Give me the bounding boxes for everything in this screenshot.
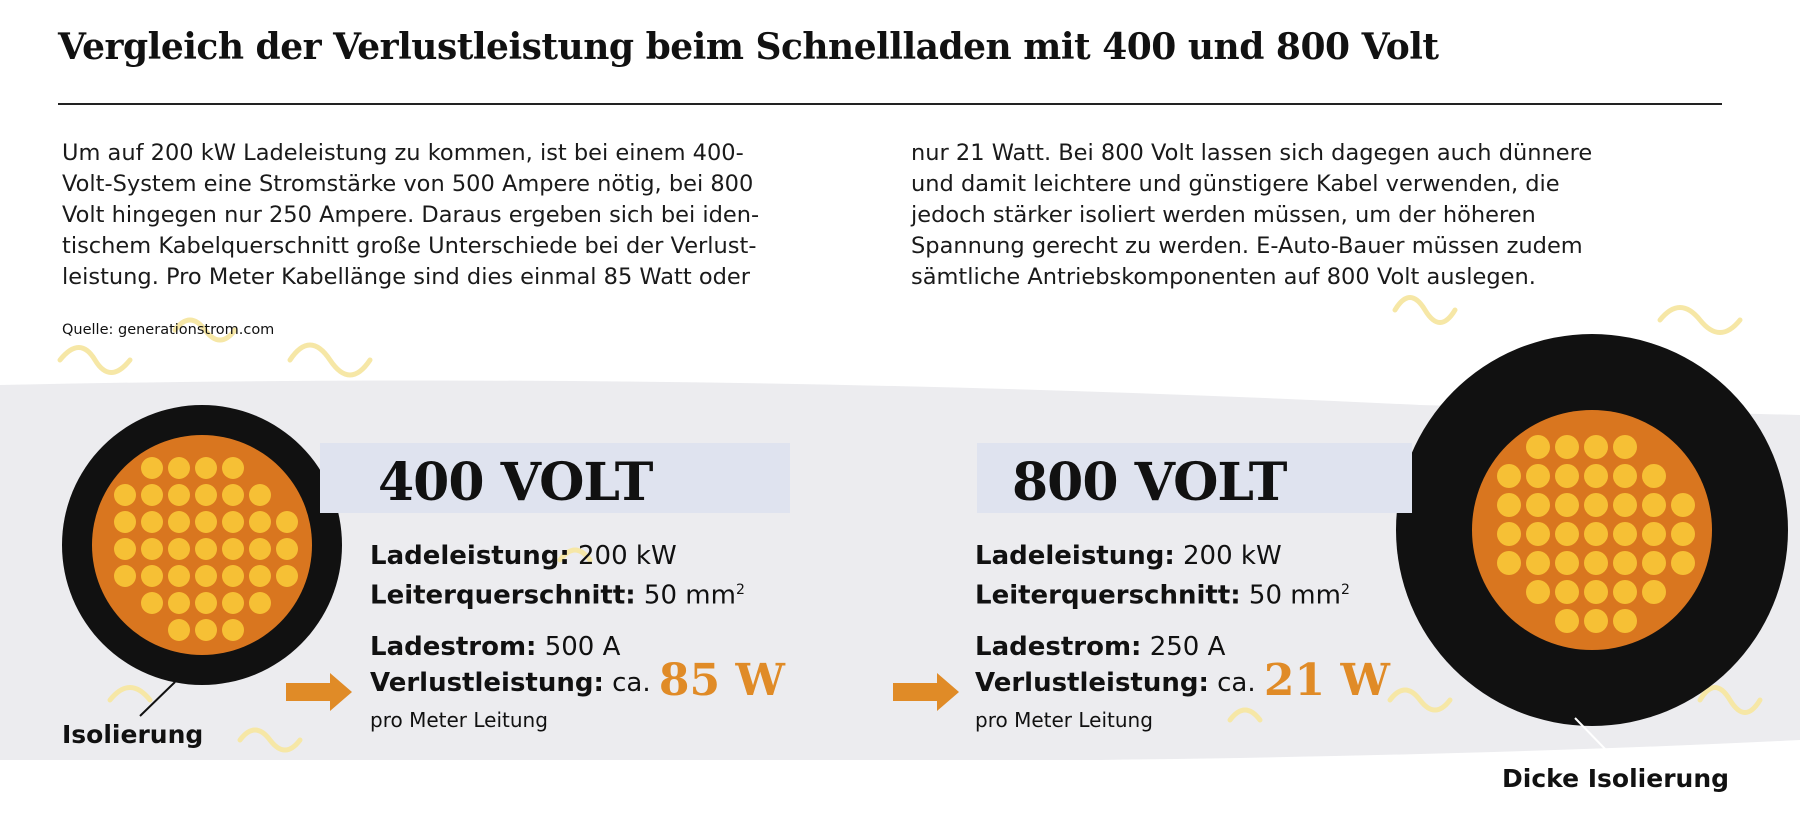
- conductor-strand: [222, 538, 244, 560]
- conductor-strand: [1526, 551, 1550, 575]
- verlust-prefix: ca.: [612, 668, 651, 698]
- conductor-strand: [1642, 522, 1666, 546]
- ladeleistung-label: Ladeleistung:: [975, 541, 1175, 571]
- insulation-label-800v: Dicke Isolierung: [1502, 764, 1730, 793]
- conductor-strand: [1671, 522, 1695, 546]
- querschnitt-sup: 2: [735, 582, 745, 598]
- ladeleistung-value: 200 kW: [578, 541, 677, 571]
- cable-800v-cross-section: [1396, 334, 1788, 726]
- conductor-strand: [1555, 580, 1579, 604]
- querschnitt-value: 50 mm: [1248, 580, 1341, 611]
- conductor-strand: [1526, 522, 1550, 546]
- specs-800v-bottom: [975, 630, 1390, 706]
- conductor-strand: [1555, 435, 1579, 459]
- conductor-strand: [1497, 522, 1521, 546]
- conductor-strand: [114, 538, 136, 560]
- conductor-strand: [1555, 464, 1579, 488]
- conductor-strand: [1584, 464, 1608, 488]
- conductor-strand: [1642, 551, 1666, 575]
- conductor-strand: [222, 592, 244, 614]
- conductor-strand: [1526, 435, 1550, 459]
- conductor-strand: [1497, 551, 1521, 575]
- conductor-strand: [195, 484, 217, 506]
- conductor-strand: [276, 538, 298, 560]
- ladestrom-label: Ladestrom:: [370, 632, 537, 662]
- conductor-strand: [1584, 551, 1608, 575]
- conductor-strand: [1584, 435, 1608, 459]
- conductor-strand: [1584, 580, 1608, 604]
- conductor-strand: [1497, 493, 1521, 517]
- conductor-strand: [114, 484, 136, 506]
- conductor-strand: [1613, 435, 1637, 459]
- page-title: Vergleich der Verlustleistung beim Schnellladen mit 400 und 800 Volt: [58, 26, 1439, 68]
- conductor-strand: [1613, 551, 1637, 575]
- verlust-label: Verlustleistung:: [370, 668, 604, 698]
- conductor-strand: [1613, 493, 1637, 517]
- querschnitt-label: Leiterquerschnitt:: [975, 580, 1241, 611]
- conductor-strand: [195, 511, 217, 533]
- conductor-strand: [276, 565, 298, 587]
- conductor-strand: [1526, 464, 1550, 488]
- insulation-label-400v: Isolierung: [62, 720, 204, 749]
- conductor-strand: [249, 592, 271, 614]
- conductor-strand: [1555, 551, 1579, 575]
- source-note: Quelle: generationstrom.com: [62, 322, 275, 338]
- conductor-strand: [222, 619, 244, 641]
- conductor-strand: [168, 538, 190, 560]
- ladeleistung-label: Ladeleistung:: [370, 541, 570, 571]
- conductor-strand: [168, 511, 190, 533]
- title-divider: [58, 103, 1722, 105]
- conductor-strand: [141, 538, 163, 560]
- specs-800v-top: [975, 539, 1350, 613]
- ladeleistung-value: 200 kW: [1183, 541, 1282, 571]
- conductor-strand: [168, 565, 190, 587]
- conductor-strand: [168, 592, 190, 614]
- conductor-strand: [141, 457, 163, 479]
- conductor-strand: [1497, 464, 1521, 488]
- conductor-strand: [141, 592, 163, 614]
- conductor-strand: [114, 511, 136, 533]
- conductor-strand: [249, 511, 271, 533]
- verlust-value-400v: 85 W: [658, 655, 785, 706]
- conductor-strand: [1613, 580, 1637, 604]
- conductor-strand: [114, 565, 136, 587]
- verlust-value-800v: 21 W: [1263, 655, 1390, 706]
- conductor-strand: [222, 565, 244, 587]
- conductor-strand: [222, 484, 244, 506]
- conductor-strand: [1671, 493, 1695, 517]
- conductor-strand: [168, 484, 190, 506]
- conductor-strand: [1642, 580, 1666, 604]
- conductor-strand: [195, 619, 217, 641]
- conductor-strand: [141, 484, 163, 506]
- conductor-strand: [141, 511, 163, 533]
- specs-400v-top: [370, 539, 745, 613]
- conductor-strand: [1613, 522, 1637, 546]
- conductor-strand: [1584, 493, 1608, 517]
- conductor-strand: [276, 511, 298, 533]
- conductor-strand: [1642, 464, 1666, 488]
- conductor-strand: [249, 565, 271, 587]
- conductor-strand: [195, 538, 217, 560]
- conductor-strand: [222, 457, 244, 479]
- conductor-strand: [141, 565, 163, 587]
- conductor-strand: [168, 457, 190, 479]
- querschnitt-label: Leiterquerschnitt:: [370, 580, 636, 611]
- conductor-strand: [195, 565, 217, 587]
- specs-400v-bottom: [370, 630, 785, 706]
- conductor-strand: [1642, 493, 1666, 517]
- heading-800-volt: 800 VOLT: [1012, 452, 1287, 513]
- conductor-strand: [1584, 609, 1608, 633]
- conductor-strand: [1526, 493, 1550, 517]
- intro-paragraph-right: nur 21 Watt. Bei 800 Volt lassen sich dagegen auch dünnere und damit leichtere und günstigere Kabel verwenden, die jedoch stärker isoliert werden müssen, um der höheren Spannung gerecht zu werden. E-Auto-Bauer müssen zudem sämtliche Antriebskomponenten auf 800 Volt auslegen.: [911, 140, 1593, 290]
- conductor-strand: [249, 484, 271, 506]
- heading-400-volt: 400 VOLT: [378, 452, 653, 513]
- conductor-strand: [222, 511, 244, 533]
- conductor-strand: [1613, 464, 1637, 488]
- ladestrom-label: Ladestrom:: [975, 632, 1142, 662]
- conductor-strand: [1555, 609, 1579, 633]
- per-meter-note-800v: pro Meter Leitung: [975, 708, 1153, 732]
- verlust-prefix: ca.: [1217, 668, 1256, 698]
- querschnitt-value: 50 mm: [643, 580, 736, 611]
- conductor-strand: [1555, 493, 1579, 517]
- ladestrom-value: 500 A: [544, 632, 621, 662]
- cable-400v-cross-section: [62, 405, 342, 685]
- conductor-strand: [168, 619, 190, 641]
- conductor-strand: [1526, 580, 1550, 604]
- conductor-strand: [249, 538, 271, 560]
- conductor-strand: [1555, 522, 1579, 546]
- verlust-label: Verlustleistung:: [975, 668, 1209, 698]
- per-meter-note-400v: pro Meter Leitung: [370, 708, 548, 732]
- intro-paragraph-left: Um auf 200 kW Ladeleistung zu kommen, ist bei einem 400- Volt-System eine Stromstärke von 500 Ampere nötig, bei 800 Volt hingegen nur 250 Ampere. Daraus ergeben sich bei iden- tischem Kabelquerschnitt große Unterschiede bei der Verlust- leistung. Pro Meter Kabellänge sind dies einmal 85 Watt oder: [62, 140, 760, 290]
- conductor-strand: [1613, 609, 1637, 633]
- conductor-strand: [1671, 551, 1695, 575]
- conductor-strand: [1584, 522, 1608, 546]
- conductor-strand: [195, 592, 217, 614]
- ladestrom-value: 250 A: [1149, 632, 1226, 662]
- querschnitt-sup: 2: [1340, 582, 1350, 598]
- conductor-strand: [195, 457, 217, 479]
